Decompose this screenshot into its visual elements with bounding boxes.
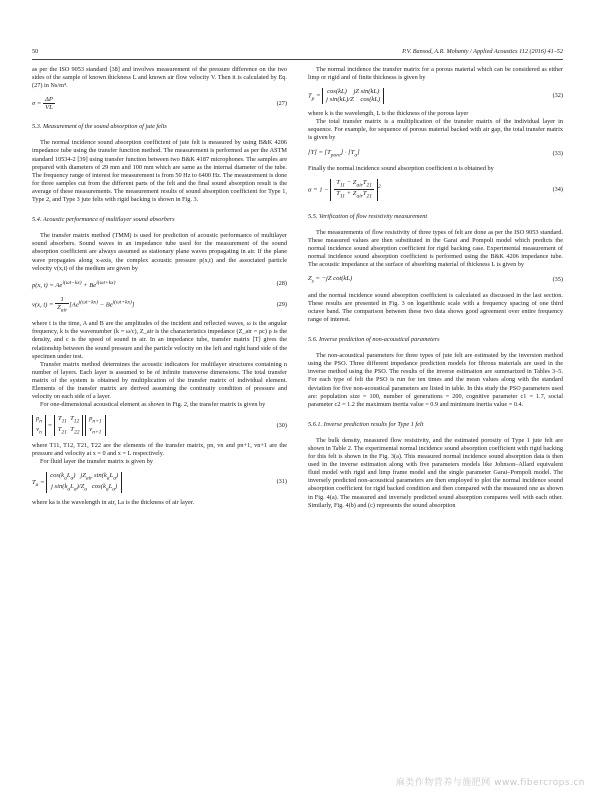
- section-5-5-title: 5.5. Verification of flow resistivity measurement: [308, 212, 428, 220]
- equation-28: [32, 279, 287, 290]
- section-5-6-title: 5.6. Inverse prediction of non-acoustical parameters: [308, 336, 440, 344]
- section-5-6-1-title: 5.6.1. Inverse prediction results for Type 1 felt: [308, 420, 424, 428]
- equation-34: [308, 179, 563, 201]
- section-5-4-paragraph-5: where T11, T12, T21, T22 are the elements of the transfer matrix, pn, vn and pn+1, vn+1 are the pressure and velocity at x = 0 and x = L respectively.: [32, 441, 287, 458]
- equation-29-body: v(x, t) = $\frac{1}{Z_{air}}$ $[Ae^{i(\omega t-kx)} - Be^{i(\omega t+kx)}]$: [32, 295, 135, 314]
- section-5-4-title: 5.4. Acoustic performance of multilayer sound absorbers: [32, 216, 175, 224]
- section-5-3-paragraph: The normal incidence sound absorption coefficient of jute felt is measured by using B&K 4206 impedance tube using the transfer function method. The measurement is performed as per the ASTM standard 10534-2 [39] using transfer function between two B&K 4187 microphones. The samples are prepared with diameters of 29 mm and 100 mm which are same as the internal diameter of the tube. The frequency range of interest for measurement is from 50 Hz to 6400 Hz. The measurement is done for three samples cut from the different parts of the felt and the final sound absorption result is the average of these measurements. The measurement results of sound absorption coefficient for Type 1, Type 2, and Type 3 jute felts with rigid backing is shown in Fig. 3.: [32, 139, 287, 204]
- section-5-3-title: 5.3. Measurement of the sound absorption of jute felts: [32, 123, 167, 131]
- equation-32: [308, 88, 563, 104]
- section-5-4-paragraph-2: where t is the time, A and B are the amplitudes of the incident and reflected waves, ω is the angular frequency, k is the wavenumber (k = ω/c), Z_air is the characteristics impedance (Z_air = ρc) ρ is the density, and c is the speed of sound in air. In an impedance tube, transfer matrix [T] gives the relationship between the sound pressure and the particle velocity on the left and right hand side of the specimen under test.: [32, 320, 287, 360]
- section-5-5-paragraph-1: The measurements of flow resistivity of three types of felt are done as per the ISO 9053 standard. These measured values are then substituted in the Garai and Pompoli model which predicts the normal incidence sound absorption coefficient for rigid backing case. Experimental measurement of normal incidence sound absorption coefficient is performed using the B&K 4206 impedance tube. The acoustic impedance at the surface of absorbing material of thickness L is given by: [308, 228, 563, 269]
- equation-35-body: $Z_s = -jZ$ cot(kL): [308, 275, 353, 285]
- right-column: [308, 66, 563, 510]
- running-title: P.V. Bansod, A.R. Mohanty / Applied Acoustics 112 (2016) 41–52: [402, 48, 563, 55]
- equation-31-body: $T_a = \cos(k_aL_a)$ $jZ_{air}$ $\sin(k_aL_a)$ j $\sin(k_aL_a)/Z_a$ $\cos(k_aL_a)$: [32, 472, 122, 493]
- equation-34-number: (34): [552, 185, 563, 193]
- equation-30: [32, 415, 287, 436]
- equation-31: [32, 472, 287, 493]
- equation-33: [308, 149, 563, 159]
- page-number: 50: [32, 48, 39, 55]
- equation-35: [308, 275, 563, 285]
- left-column: [32, 66, 287, 507]
- equation-27: [32, 96, 287, 111]
- equation-29: [32, 296, 287, 314]
- equation-27-number: (27): [276, 99, 287, 107]
- section-5-5-paragraph-2: and the normal incidence sound absorption coefficient is calculated as discussed in the last section. These results are presented in Fig. 3 on logarithmic scale with a frequency spacing of one third octave band. The comparison between these two data shows good agreement over entire frequency range of interest.: [308, 291, 563, 323]
- header-rule: [32, 59, 563, 60]
- equation-30-body: $p_n$ $v_n = T_{11}$ $T_{12}$ $T_{21}$ $T_{22}$ $p_{n+1}$ $v_{n+1}$: [32, 415, 106, 436]
- right-paragraph-3: The total transfer matrix is a multiplication of the transfer matrix of the individual layer in sequence. For example, for sequence of porous material backed with air gap, the total transfer matrix is given by: [308, 118, 563, 142]
- equation-29-number: (29): [276, 301, 287, 309]
- equation-33-number: (33): [552, 149, 563, 157]
- equation-35-number: (35): [552, 276, 563, 284]
- intro-paragraph: as per the ISO 9053 standard [38] and involves measurement of the pressure difference on the two sides of the sample of known thickness L and known air flow velocity V. Then it is calculated by Eq. (27) in Ns/m⁴.: [32, 66, 287, 90]
- section-5-4-paragraph-6: For fluid layer the transfer matrix is given by: [40, 458, 153, 466]
- equation-33-body: $[T] = [T_{pore}] \cdot [T_a]$: [308, 148, 360, 158]
- right-paragraph-4: Finally the normal incidence sound absorption coefficient α is obtained by: [308, 164, 494, 172]
- right-paragraph-2: where k is the wavelength, L is the thickness of the porous layer: [308, 110, 469, 118]
- equation-32-number: (32): [552, 92, 563, 100]
- section-5-4-paragraph-7: where ka is the wavelength in air, La is the thickness of air layer.: [32, 498, 195, 506]
- equation-27-body: σ = $\frac{\Delta P}{VL}$: [32, 96, 53, 112]
- equation-30-number: (30): [276, 421, 287, 429]
- right-paragraph-1: The normal incidence the transfer matrix for a porous material which can be considered as either limp or rigid and of finite thickness is given by: [308, 66, 563, 82]
- section-5-6-1-paragraph: The bulk density, measured flow resistivity, and the estimated porosity of Type 1 jute felt are shown in Table 2. The experimental normal incidence sound absorption coefficient with rigid backing for this felt is shown in the Fig. 3(a). This measured normal incidence sound absorption data is then used in the inverse estimation along with five parameters models like Johnson–Allard equivalent fluid model with rigid and limp frame model and the single parameter Garai–Pompoli model. The inversely predicted non-acoustical parameters are then employed to plot the normal incidence sound absorption coefficient for rigid backed condition and then compared with the measured one as shown in Fig. 4(a). The measured and inversely predicted sound absorption compares well with each other. Similarly, Fig. 4(b) and (c) represents the sound absorption: [308, 436, 563, 509]
- equation-34-body: α = 1 − $\frac{T_{11} - Z_{air}T_{21}}{T_{11} + Z_{air}T_{21}}$ $^2$: [308, 179, 381, 200]
- equation-31-number: (31): [276, 478, 287, 486]
- equation-28-body: p(x, $t) = Ae^{i(\omega t-kx)} + Be^{i(\omega t+kx)}$: [32, 279, 116, 289]
- equation-32-body: $T_p = \cos(kL)$ jZ sin(kL) j sin(kL)/Z cos(kL): [308, 88, 384, 104]
- section-5-6-paragraph: The non-acoustical parameters for three types of jute felt are estimated by the inversion method using the PSO. Three different impedance prediction models for fibrous materials are used in the inverse method using the PSO. The results of the inverse estimation are summarized in Tables 3–5. For each type of felt the PSO is run for ten times and the mean values along with the standard deviation for five non-acoustical parameters are listed in table. In this study the PSO parameters used are: population size = 100, number of generations = 200, cognitive parameter c1 = 1.7, social parameter c2 = 1.2 the maximum inertia value = 0.9 and minimum inertia value = 0.4.: [308, 352, 563, 408]
- section-5-4-paragraph-1: The transfer matrix method (TMM) is used for prediction of acoustic performance of multilayer sound absorbers. Sound waves in an impedance tube used for the measurement of the sound absorption coefficient are always assumed as stationary plane waves propagating in air. If the plane wave propagates along x-axis, the complex acoustic pressure p(x,t) and the associated particle velocity v(x,t) of the medium are given by: [32, 232, 287, 272]
- section-5-4-paragraph-4: For one-dimensional acoustical element as shown in Fig. 2, the transfer matrix is given by: [40, 401, 266, 409]
- equation-28-number: (28): [276, 280, 287, 288]
- section-5-4-paragraph-3: Transfer matrix method determines the acoustic indicators for multilayer structures containing n number of layers. Each layer is assumed to be of infinite transverse dimensions. The total transfer matrix of the system is obtained by multiplication of the transfer matrix of individual element. Elements of the transfer matrix are derived assuming the continuity condition of pressure and velocity on each side of a layer.: [32, 360, 287, 401]
- watermark: 麻类作物营养与施肥网 www.fibercrops.cn: [395, 778, 585, 788]
